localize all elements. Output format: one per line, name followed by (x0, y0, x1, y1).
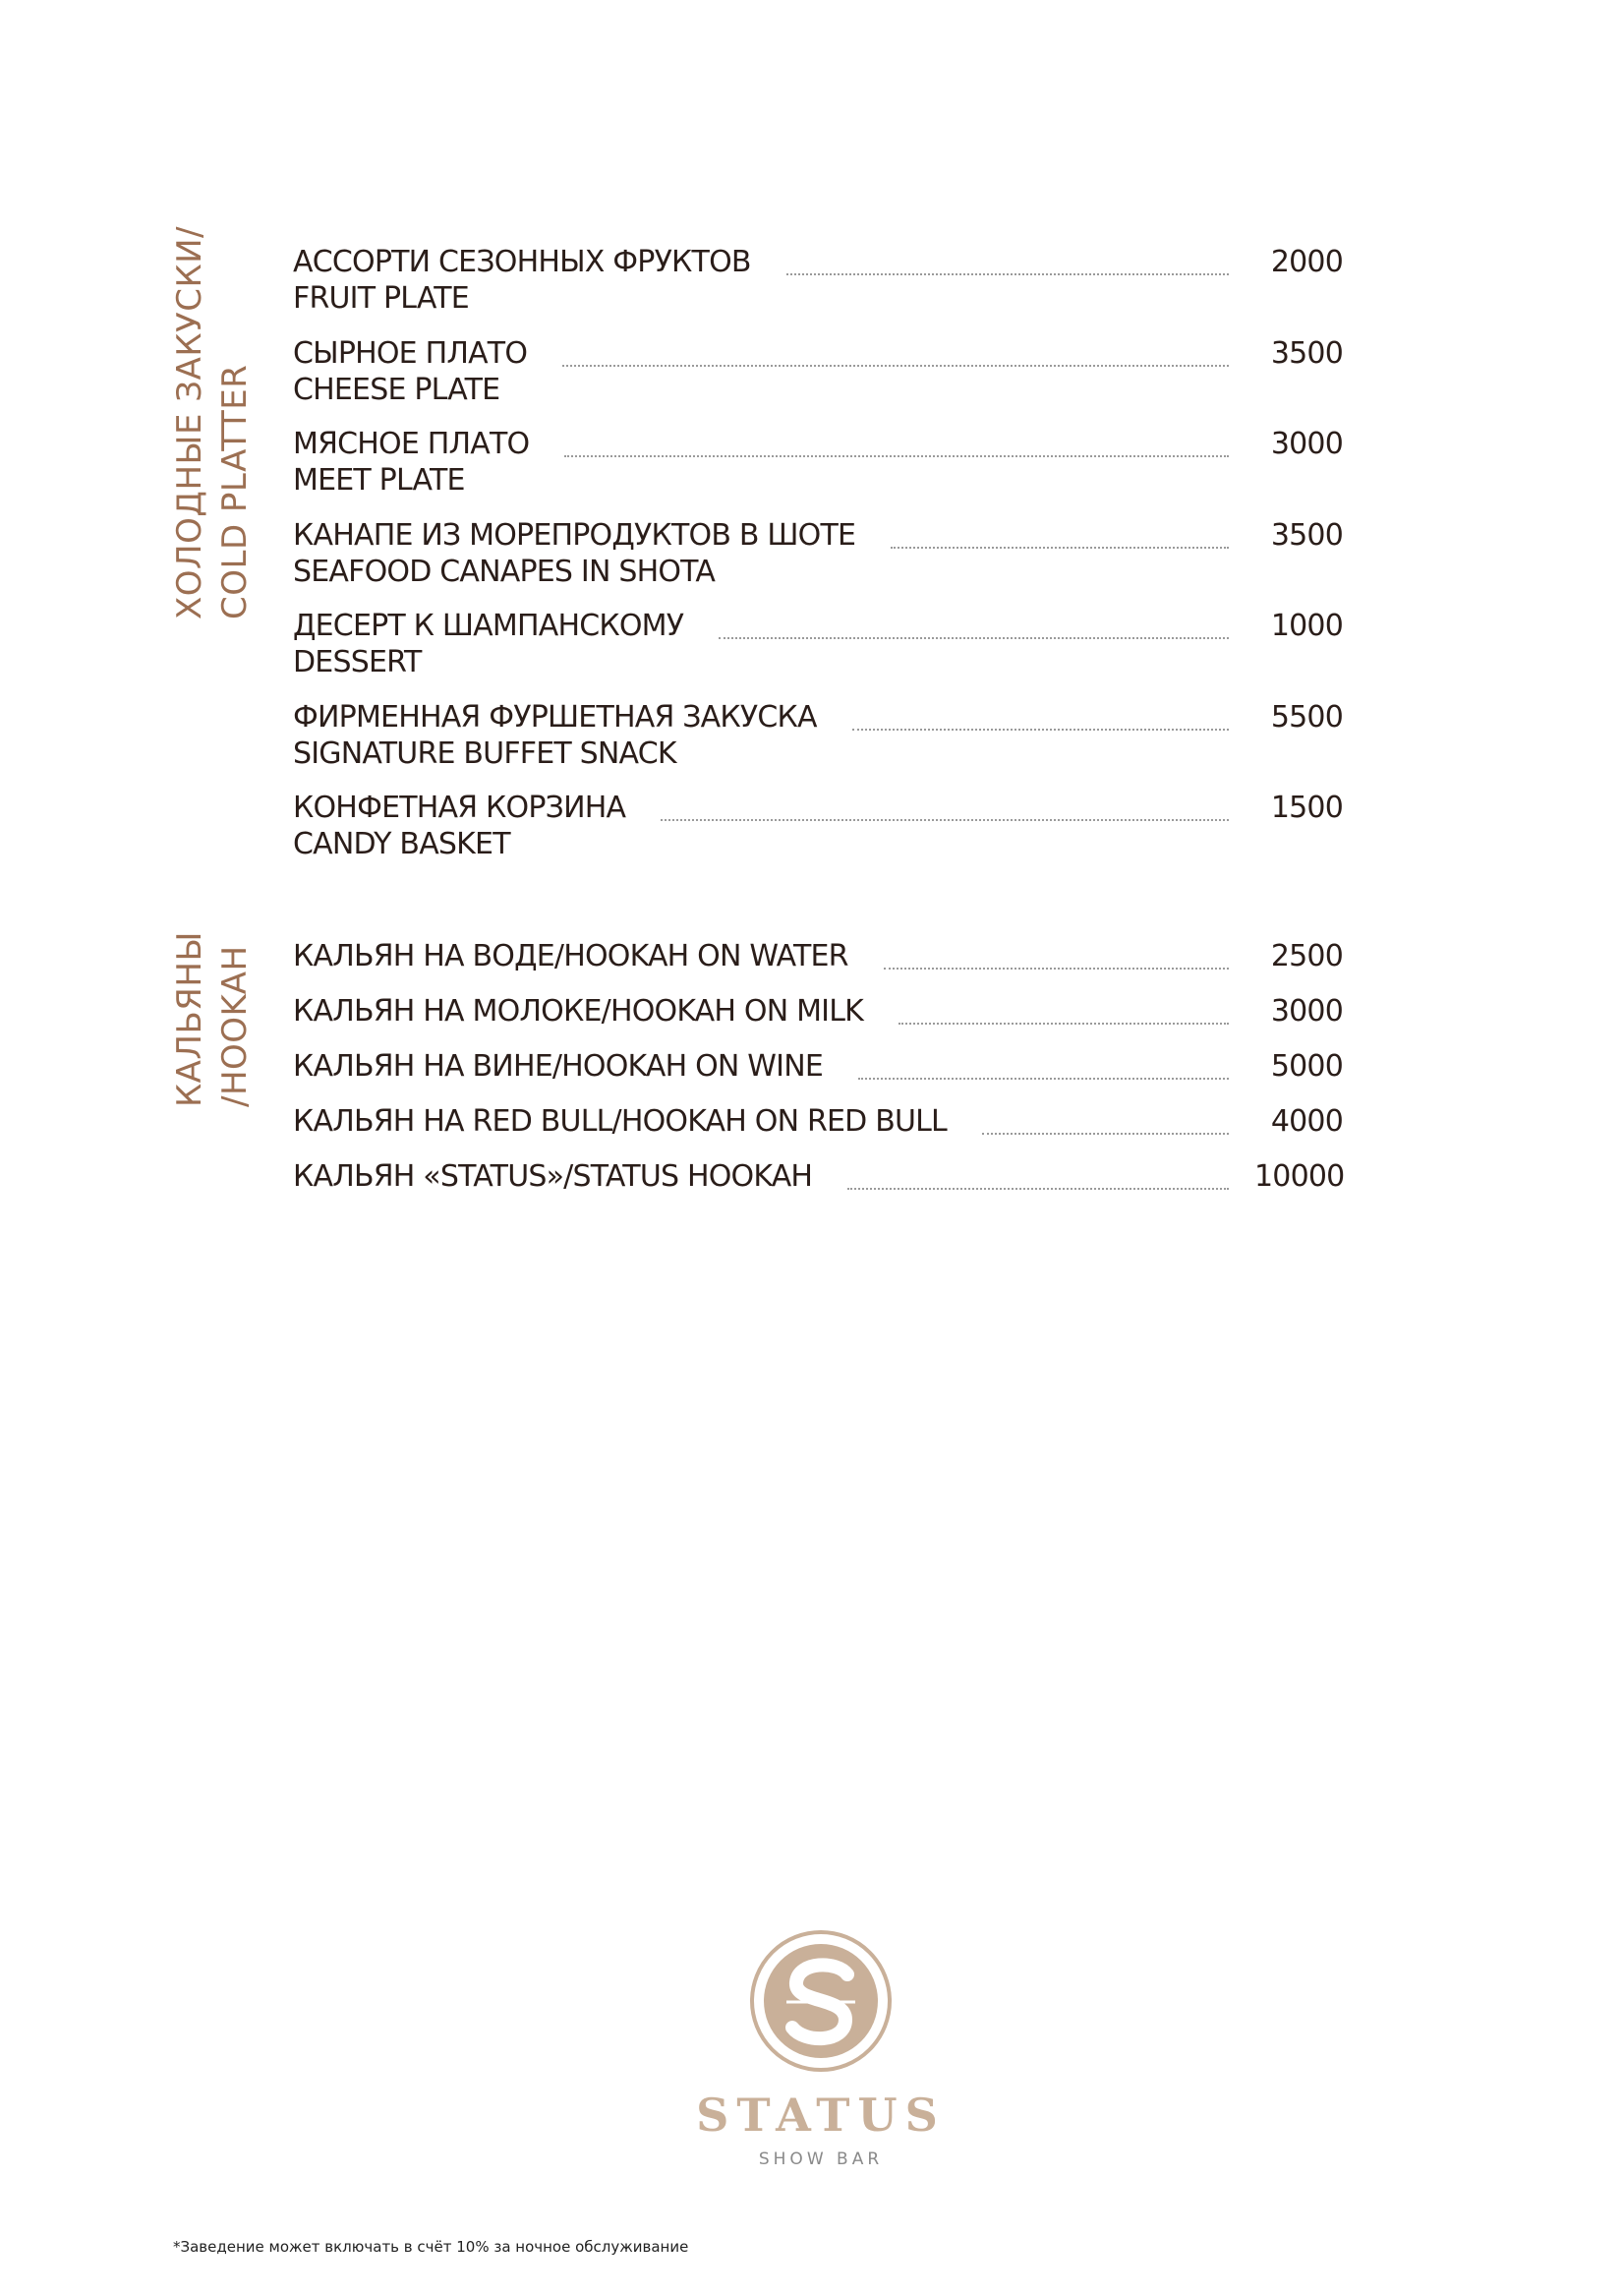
service-charge-footnote: *Заведение может включать в счёт 10% за ночное обслуживание (173, 2238, 689, 2256)
section-title-line: /HOOKAH (215, 945, 255, 1107)
item-name: КАЛЬЯН НА МОЛОКЕ/HOOKAH ON MILK (293, 994, 864, 1029)
status-logo (693, 1927, 949, 2169)
item-name-en: CHEESE PLATE (293, 372, 500, 407)
item-price: 3000 (1270, 427, 1343, 461)
item-price: 10000 (1254, 1159, 1345, 1194)
item-name-en: FRUIT PLATE (293, 281, 469, 316)
item-name-ru: КОНФЕТНАЯ КОРЗИНА (293, 791, 626, 825)
item-price: 2000 (1270, 245, 1343, 279)
item-name-ru: АССОРТИ СЕЗОННЫХ ФРУКТОВ (293, 245, 751, 279)
dot-leader (661, 819, 1229, 821)
item-name: КАЛЬЯН «STATUS»/STATUS HOOKAH (293, 1159, 813, 1194)
item-price: 2500 (1270, 939, 1343, 973)
section-title-cold-platter (167, 226, 258, 619)
menu-item (293, 1048, 1343, 1103)
menu-item (293, 244, 1343, 335)
item-name-ru: ФИРМЕННАЯ ФУРШЕТНАЯ ЗАКУСКА (293, 699, 817, 735)
dot-leader (858, 1078, 1229, 1080)
item-name-en: DESSERT (293, 645, 422, 679)
dot-leader (898, 1023, 1229, 1025)
menu-list-cold-platter (293, 244, 1343, 881)
dot-leader (852, 729, 1229, 731)
menu-item (293, 993, 1343, 1048)
menu-item (293, 938, 1343, 993)
menu-item (293, 1103, 1343, 1158)
dot-leader (719, 637, 1229, 639)
menu-item (293, 1158, 1343, 1213)
item-name-ru: ДЕСЕРТ К ШАМПАНСКОМУ (293, 609, 684, 643)
dot-leader (982, 1133, 1229, 1135)
section-title-hookah (167, 931, 258, 1107)
item-name: КАЛЬЯН НА ВИНЕ/HOOKAH ON WINE (293, 1049, 824, 1084)
menu-item (293, 790, 1343, 881)
item-price: 5500 (1270, 699, 1343, 735)
section-title-line: ХОЛОДНЫЕ ЗАКУСКИ/ (170, 226, 209, 619)
logo-subtitle: SHOW BAR (758, 2149, 884, 2169)
menu-item (293, 335, 1343, 427)
dot-leader (847, 1188, 1229, 1190)
item-name-ru: СЫРНОЕ ПЛАТО (293, 335, 528, 371)
dot-leader (891, 547, 1229, 549)
dot-leader (786, 273, 1229, 275)
menu-item (293, 426, 1343, 517)
item-name: КАЛЬЯН НА RED BULL/HOOKAH ON RED BULL (293, 1104, 947, 1139)
item-price: 1500 (1270, 791, 1343, 825)
item-price: 3500 (1270, 517, 1343, 553)
status-s-emblem-icon (747, 1927, 895, 2075)
menu-item (293, 699, 1343, 791)
item-name-en: CANDY BASKET (293, 827, 510, 861)
item-price: 4000 (1270, 1104, 1343, 1139)
item-name: КАЛЬЯН НА ВОДЕ/HOOKAH ON WATER (293, 939, 848, 973)
item-price: 5000 (1270, 1049, 1343, 1084)
dot-leader (562, 365, 1229, 367)
item-name-en: MEET PLATE (293, 463, 465, 498)
menu-list-hookah (293, 938, 1343, 1213)
section-title-line: КАЛЬЯНЫ (170, 931, 209, 1107)
item-price: 3000 (1270, 994, 1343, 1029)
menu-item (293, 517, 1343, 609)
dot-leader (564, 455, 1229, 457)
menu-item (293, 608, 1343, 699)
item-name-en: SIGNATURE BUFFET SNACK (293, 736, 676, 771)
item-name-ru: МЯСНОЕ ПЛАТО (293, 427, 530, 461)
item-name-ru: КАНАПЕ ИЗ МОРЕПРОДУКТОВ В ШОТЕ (293, 517, 856, 553)
item-name-en: SEAFOOD CANAPES IN SHOTA (293, 554, 716, 589)
item-price: 3500 (1270, 335, 1343, 371)
section-title-line: COLD PLATTER (215, 364, 255, 619)
logo-wordmark: STATUS (696, 2089, 946, 2142)
item-price: 1000 (1270, 609, 1343, 643)
dot-leader (884, 968, 1229, 970)
